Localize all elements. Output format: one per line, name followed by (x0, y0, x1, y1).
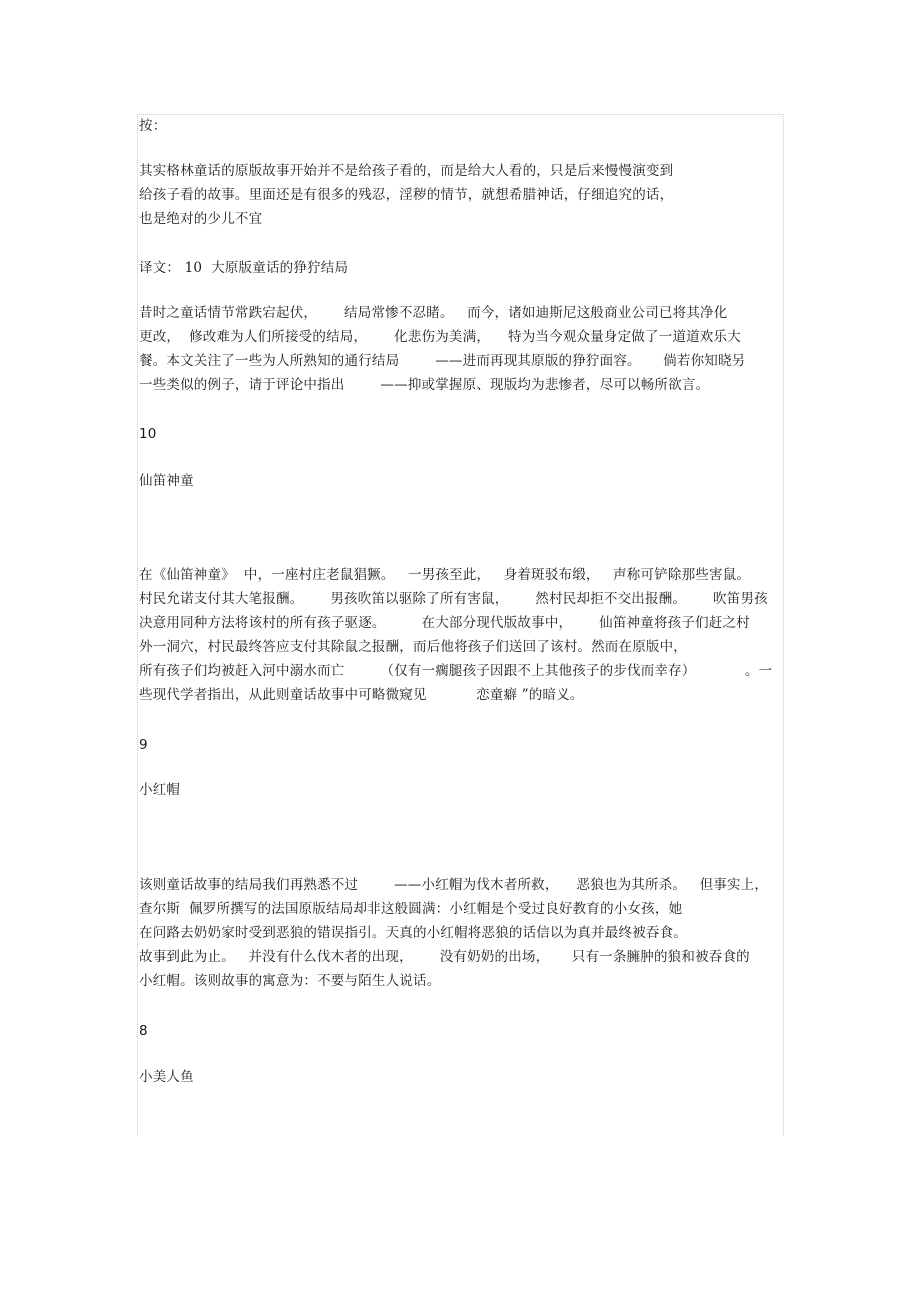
riding-hood-line-5: 小红帽。该则故事的寓意为：不要与陌生人说话。 (139, 973, 441, 989)
riding-hood-line-1: 该则童话故事的结局我们再熟悉不过 ——小红帽为伐木者所救， 恶狼也为其所杀。 但事实上， (139, 877, 769, 893)
piper-line-3: 决意用同种方法将该村的所有孩子驱逐。 在大部分现代版故事中， 仙笛神童将孩子们赶之村 (139, 615, 750, 631)
section-title-little-mermaid: 小美人鱼 (139, 1069, 194, 1085)
piper-line-4: 外一洞穴，村民最终答应支付其除鼠之报酬，而后他将孩子们送回了该村。然而在原版中， (139, 639, 687, 655)
intro-line-2: 给孩子看的故事。里面还是有很多的残忍，淫秽的情节，就想希腊神话，仔细追究的话， (139, 187, 674, 203)
translation-title: 译文： 10 大原版童话的狰狞结局 (139, 260, 349, 276)
body-line-1: 昔时之童话情节常跌宕起伏， 结局常惨不忍睹。 而今，诸如迪斯尼这般商业公司已将其净化 (139, 305, 728, 321)
piper-line-1: 在《仙笛神童》 中，一座村庄老鼠猖獗。 一男孩至此， 身着斑驳布缎， 声称可铲除那些害鼠。 (139, 567, 751, 583)
body-line-3: 餐。本文关注了一些为人所熟知的通行结局 ——进而再现其原版的狰狞面容。 倘若你知晓另 (139, 353, 746, 369)
section-title-piper: 仙笛神童 (139, 473, 194, 489)
riding-hood-line-3: 在问路去奶奶家时受到恶狼的错误指引。天真的小红帽将恶狼的话信以为真并最终被吞食。 (139, 925, 687, 941)
section-number-10: 10 (139, 426, 157, 442)
section-title-red-riding-hood: 小红帽 (139, 782, 181, 798)
piper-line-5: 所有孩子们均被赶入河中溺水而亡 （仅有一瘸腿孩子因跟不上其他孩子的步伐而幸存） 。一 (139, 663, 773, 679)
section-number-9: 9 (139, 737, 148, 753)
body-line-4: 一些类似的例子，请于评论中指出 ——抑或掌握原、现版均为悲惨者，尽可以畅所欲言。 (139, 377, 710, 393)
piper-line-2: 村民允诺支付其大笔报酬。 男孩吹笛以驱除了所有害鼠， 然村民却拒不交出报酬。 吹笛男孩 (139, 591, 768, 607)
piper-line-6: 些现代学者指出，从此则童话故事中可略微窥见 恋童癖 ”的暗义。 (139, 687, 584, 703)
riding-hood-line-4: 故事到此为止。 并没有什么伐木者的出现， 没有奶奶的出场， 只有一条臃肿的狼和被吞食的 (139, 949, 750, 965)
intro-line-1: 其实格林童话的原版故事开始并不是给孩子看的，而是给大人看的，只是后来慢慢演变到 (139, 163, 674, 179)
intro-line-3: 也是绝对的少儿不宜 (139, 211, 263, 227)
note-heading: 按： (139, 118, 167, 134)
riding-hood-line-2: 查尔斯 佩罗所撰写的法国原版结局却非这般圆满：小红帽是个受过良好教育的小女孩，她 (139, 901, 683, 917)
section-number-8: 8 (139, 1023, 148, 1039)
body-line-2: 更改， 修改难为人们所接受的结局， 化悲伤为美满， 特为当今观众量身定做了一道道欢乐大 (139, 329, 741, 345)
